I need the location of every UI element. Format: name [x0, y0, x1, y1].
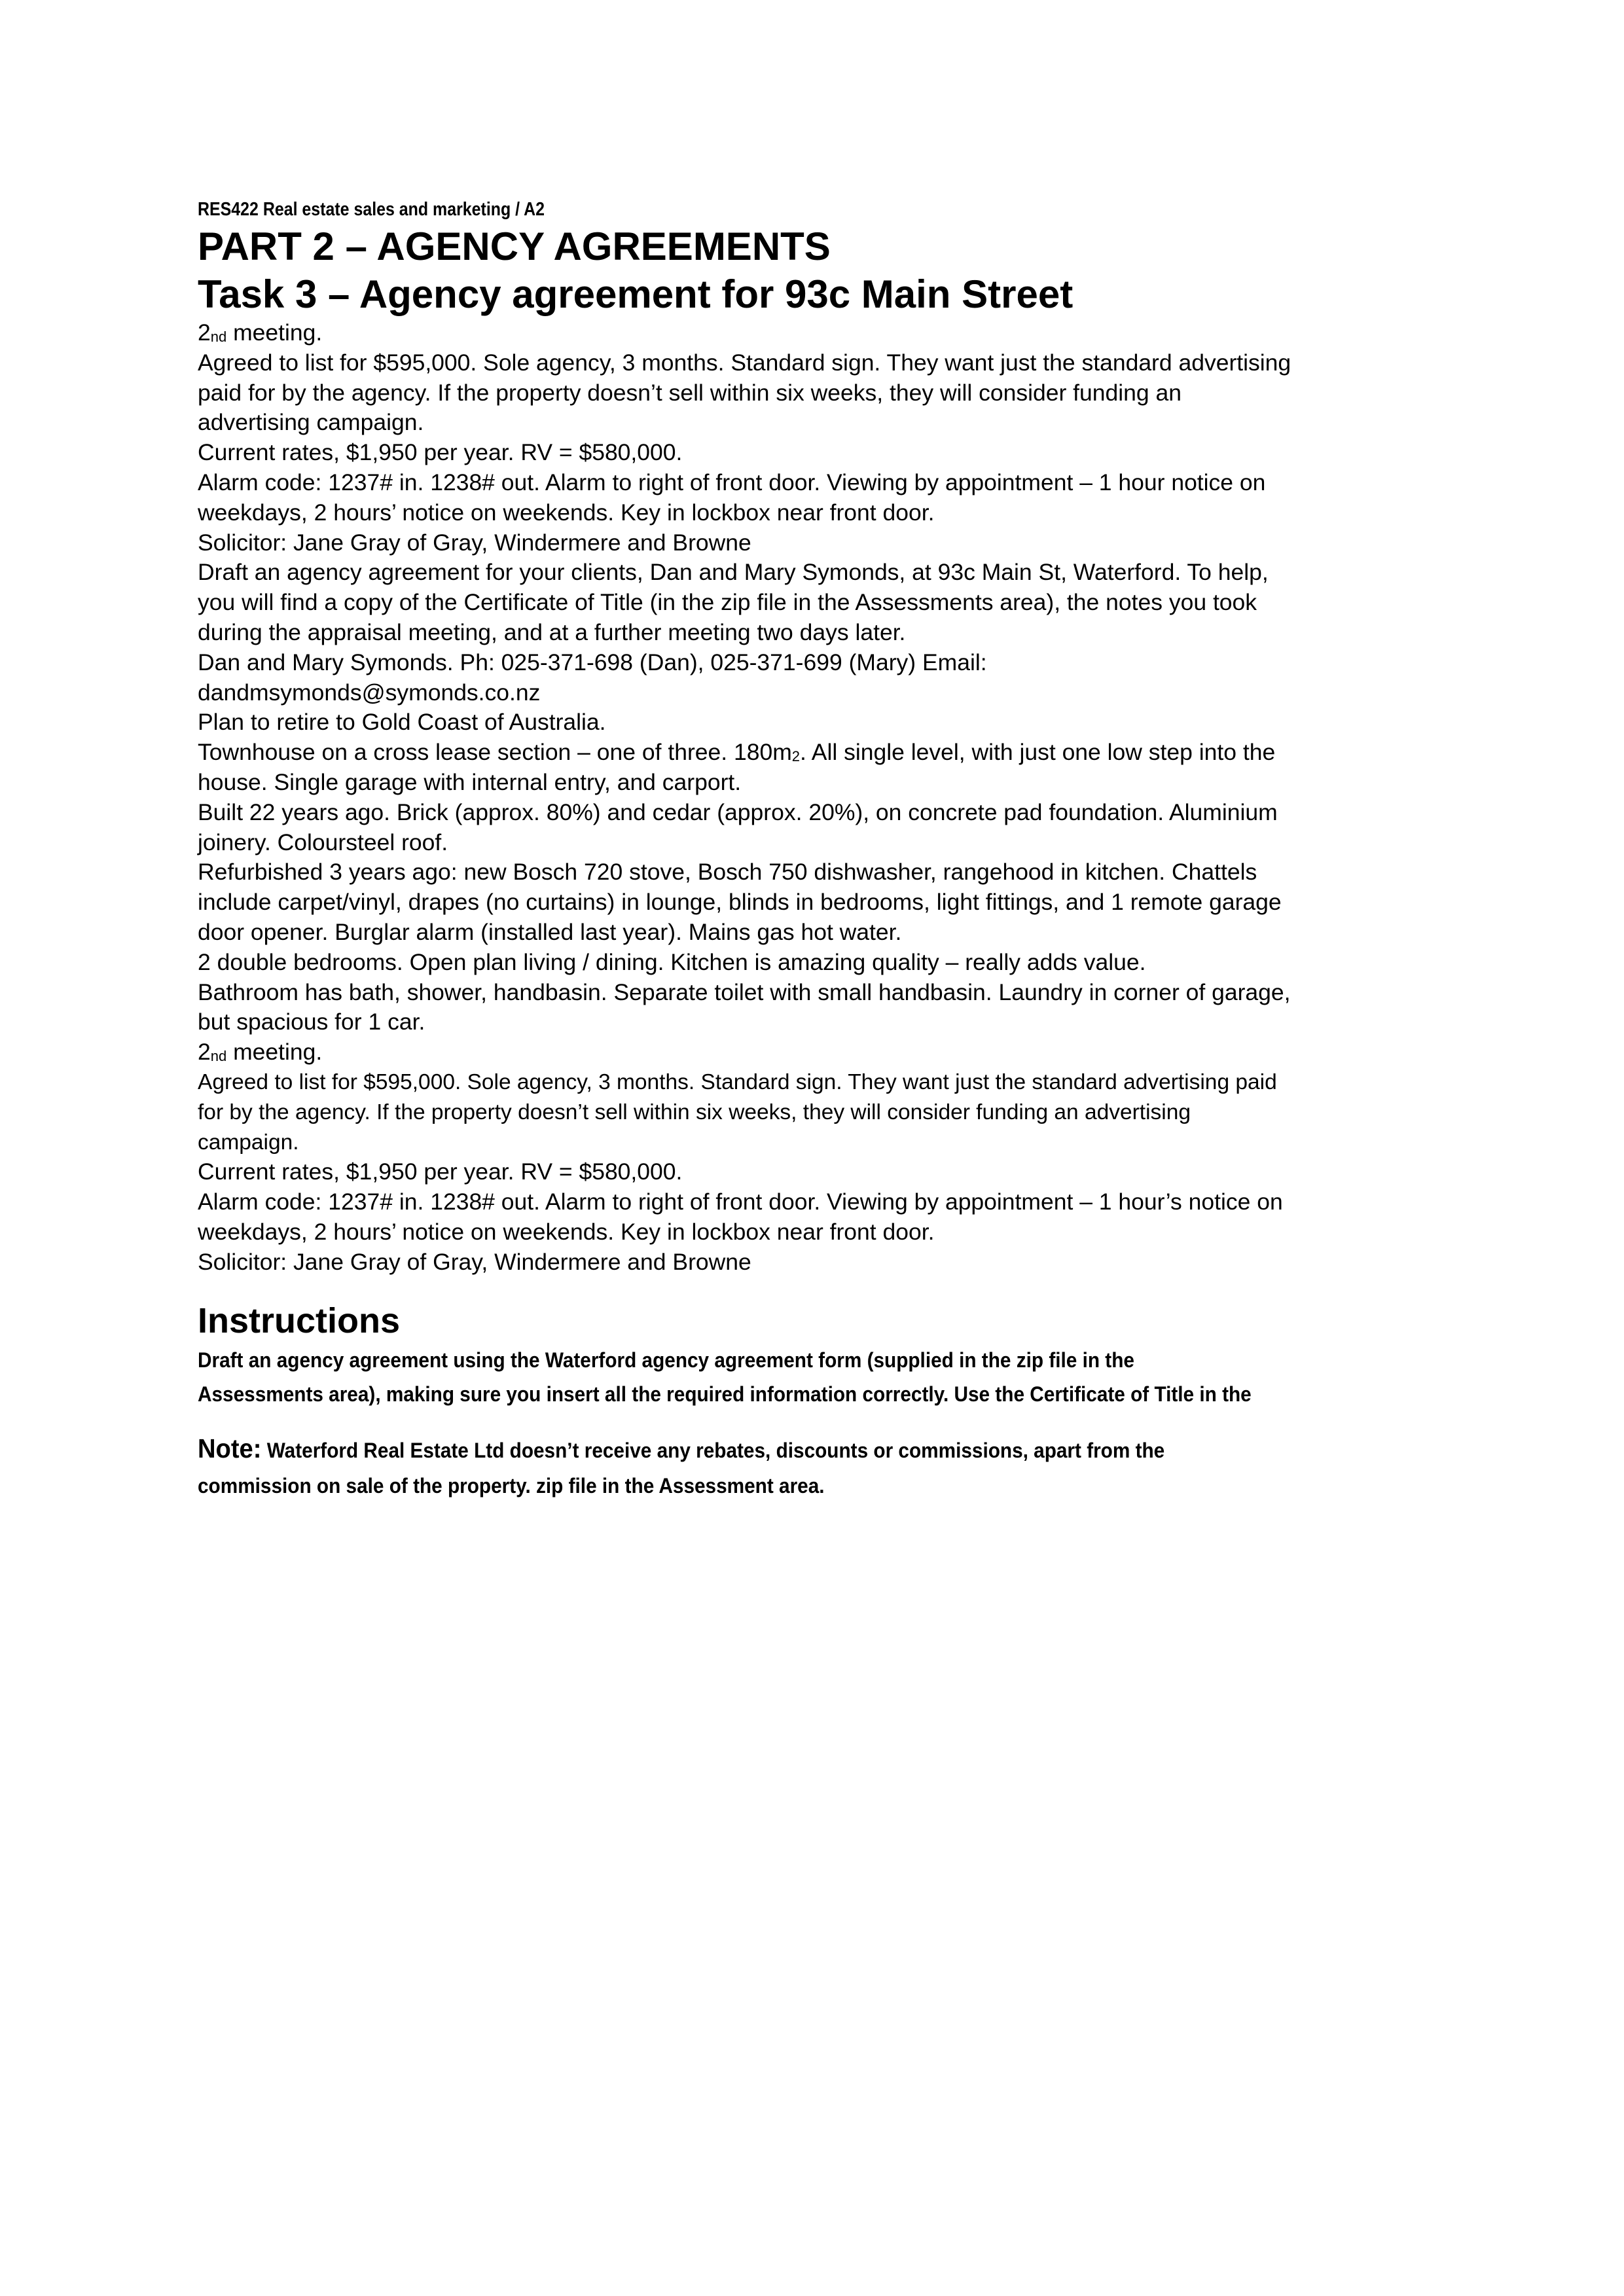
- part-title: PART 2 – AGENCY AGREEMENTS: [198, 224, 831, 268]
- email-line: dandmsymonds@symonds.co.nz: [198, 679, 541, 706]
- task-title: Task 3 – Agency agreement for 93c Main Street: [198, 272, 1074, 316]
- note-line: commission on sale of the property. zip file in the Assessment area.: [198, 1473, 825, 1498]
- text-line: during the appraisal meeting, and at a further meeting two days later.: [198, 619, 906, 645]
- text-line: door opener. Burglar alarm (installed last year). Mains gas hot water.: [198, 918, 902, 945]
- instructions-heading: Instructions: [198, 1300, 401, 1340]
- townhouse-text-a: Townhouse on a cross lease section – one of three. 180m: [198, 739, 792, 766]
- instructions-line: Assessments area), making sure you insert all the required information correctly. Use the Certificate of Title in the: [198, 1382, 1252, 1406]
- text-line: include carpet/vinyl, drapes (no curtains) in lounge, blinds in bedrooms, light fittings, and 1 remote garage: [198, 889, 1282, 916]
- notes-block-2: [198, 1037, 1441, 1277]
- text-line: weekdays, 2 hours’ notice on weekends. Key in lockbox near front door.: [198, 1218, 935, 1245]
- note-line: [198, 1431, 1354, 1468]
- text-line: Draft an agency agreement for your clients, Dan and Mary Symonds, at 93c Main St, Waterford. To help,: [198, 559, 1269, 586]
- text-line: Solicitor: Jane Gray of Gray, Windermere and Browne: [198, 1248, 751, 1275]
- text-line: you will find a copy of the Certificate of Title (in the zip file in the Assessments area), the notes you took: [198, 589, 1257, 616]
- text-line: but spacious for 1 car.: [198, 1009, 425, 1035]
- text-line: weekdays, 2 hours’ notice on weekends. Key in lockbox near front door.: [198, 499, 935, 526]
- text-line: Agreed to list for $595,000. Sole agency, 3 months. Standard sign. They want just the standard advertising: [198, 349, 1291, 376]
- meeting-word: meeting.: [226, 319, 323, 346]
- instructions-section: [198, 1301, 1441, 1411]
- meeting-number: 2: [198, 1039, 211, 1066]
- text-line: advertising campaign.: [198, 409, 424, 436]
- meeting-number: 2: [198, 319, 211, 346]
- area-unit-suffix: 2: [791, 748, 801, 765]
- text-line: Plan to retire to Gold Coast of Australia.: [198, 709, 606, 736]
- meeting-word: meeting.: [226, 1039, 323, 1066]
- meeting-suffix: nd: [210, 1048, 227, 1065]
- text-line: campaign.: [198, 1130, 299, 1155]
- text-line: Bathroom has bath, shower, handbasin. Separate toilet with small handbasin. Laundry in corner of garage,: [198, 978, 1291, 1005]
- note-text: Waterford Real Estate Ltd doesn’t receive any rebates, discounts or commissions, apart from the: [261, 1438, 1165, 1462]
- text-line: Alarm code: 1237# in. 1238# out. Alarm to right of front door. Viewing by appointment – 1 hour notice on: [198, 469, 1266, 495]
- text-line: paid for by the agency. If the property doesn’t sell within six weeks, they will consider funding an: [198, 379, 1182, 406]
- text-line: joinery. Coloursteel roof.: [198, 829, 448, 855]
- instructions-line: Draft an agency agreement using the Waterford agency agreement form (supplied in the zip file in the: [198, 1348, 1134, 1372]
- text-line: Refurbished 3 years ago: new Bosch 720 stove, Bosch 750 dishwasher, rangehood in kitchen. Chattels: [198, 859, 1257, 886]
- text-line: house. Single garage with internal entry, and carport.: [198, 768, 742, 795]
- townhouse-text-b: . All single level, with just one low step into the: [800, 739, 1276, 766]
- text-line: 2 double bedrooms. Open plan living / dining. Kitchen is amazing quality – really adds value.: [198, 948, 1146, 975]
- note-label: Note:: [198, 1433, 262, 1463]
- meeting-suffix: nd: [210, 329, 227, 345]
- text-line: Current rates, $1,950 per year. RV = $580,000.: [198, 1158, 683, 1185]
- text-line: Dan and Mary Symonds. Ph: 025-371-698 (Dan), 025-371-699 (Mary) Email:: [198, 649, 987, 675]
- meeting-heading: [198, 1037, 1441, 1067]
- text-line: Built 22 years ago. Brick (approx. 80%) and cedar (approx. 20%), on concrete pad foundation. Aluminium: [198, 798, 1278, 825]
- text-line: Solicitor: Jane Gray of Gray, Windermere and Browne: [198, 529, 751, 556]
- notes-block-1: [198, 318, 1441, 1037]
- text-line: Agreed to list for $595,000. Sole agency, 3 months. Standard sign. They want just the standard advertising paid: [198, 1069, 1277, 1094]
- text-line: Alarm code: 1237# in. 1238# out. Alarm to right of front door. Viewing by appointment – 1 hour’s notice on: [198, 1189, 1283, 1215]
- text-line: Current rates, $1,950 per year. RV = $580,000.: [198, 439, 683, 466]
- document-page: [198, 196, 1441, 1503]
- townhouse-line: [198, 738, 1441, 768]
- text-line: for by the agency. If the property doesn’t sell within six weeks, they will consider funding an advertising: [198, 1100, 1191, 1124]
- meeting-heading: [198, 318, 1441, 348]
- note-section: [198, 1431, 1441, 1503]
- course-header: RES422 Real estate sales and marketing / A2: [198, 199, 545, 220]
